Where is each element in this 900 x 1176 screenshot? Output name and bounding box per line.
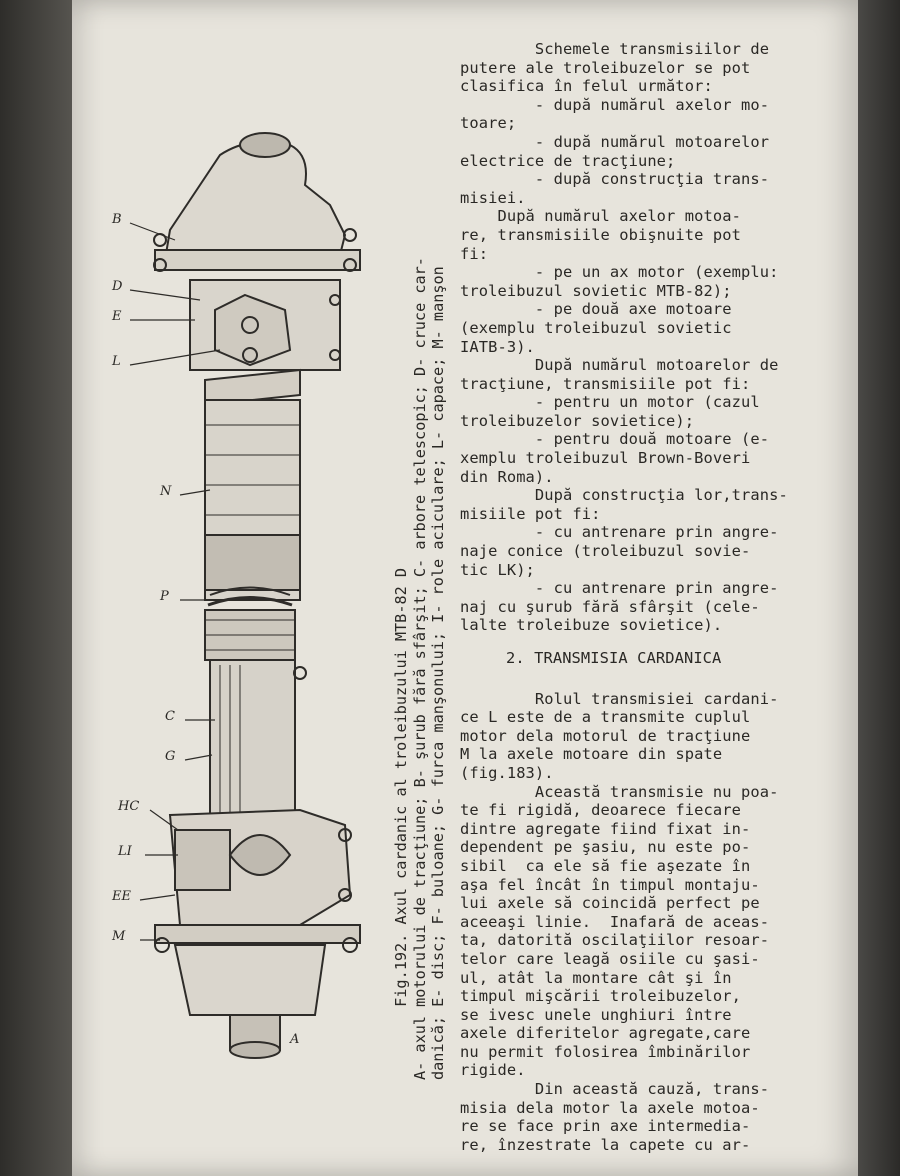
text-line: electrice de tracţiune; <box>460 151 676 170</box>
text-line: - după numărul axelor mo- <box>460 95 770 114</box>
text-line: ce L este de a transmite cuplul <box>460 708 751 727</box>
text-line: toare; <box>460 114 517 133</box>
label-m: M <box>112 929 126 944</box>
label-d: D <box>112 279 123 294</box>
text-line: După construcţia lor,trans- <box>460 486 788 505</box>
text-line: se ivesc unele unghiuri între <box>460 1005 732 1024</box>
text-line: Rolul transmisiei cardani- <box>460 689 779 708</box>
text-line: xemplu troleibuzul Brown-Boveri <box>460 449 751 468</box>
page-right-shadow <box>858 0 900 1176</box>
text-line: nu permit folosirea îmbinărilor <box>460 1042 751 1061</box>
cardan-shaft-drawing <box>100 95 385 1075</box>
text-line: - pentru un motor (cazul <box>460 393 760 412</box>
text-line: - pe două axe motoare <box>460 300 732 319</box>
text-line: ta, datorită oscilaţiilor resoar- <box>460 931 770 950</box>
text-line: troleibuzul sovietic MTB-82); <box>460 281 732 300</box>
text-line: - cu antrenare prin angre- <box>460 579 779 598</box>
label-hc: HC <box>118 799 140 814</box>
label-ee: EE <box>112 889 131 904</box>
label-l: L <box>112 354 121 369</box>
text-line: aşa fel încât în timpul montaju- <box>460 875 760 894</box>
section-heading: 2. TRANSMISIA CARDANICA <box>506 649 722 667</box>
label-e: E <box>112 309 122 324</box>
label-c: C <box>165 709 175 724</box>
text-line: După numărul axelor motoa- <box>460 207 741 226</box>
text-line: Această transmisie nu poa- <box>460 782 779 801</box>
caption-line: A- axul motorului de tracţiune; B- şurub fără sfârşit; C- arbore telescopic; D- cruce car- <box>410 257 429 1080</box>
text-line: telor care leagă osiile cu şasi- <box>460 949 760 968</box>
text-line: re, înzestrate la capete cu ar- <box>460 1135 751 1154</box>
text-line: naje conice (troleibuzul sovie- <box>460 542 751 561</box>
text-line: Schemele transmisiilor de <box>460 40 770 58</box>
figure-caption <box>392 90 448 1080</box>
label-g: G <box>165 749 176 764</box>
text-line: lui axele să coincidă perfect pe <box>460 894 760 913</box>
text-line: clasifica în felul următor: <box>460 77 713 96</box>
text-line: misiei. <box>460 188 526 207</box>
text-line: - cu antrenare prin angre- <box>460 523 779 542</box>
text-line: timpul mişcării troleibuzelor, <box>460 987 741 1006</box>
text-line: axele diferitelor agregate,care <box>460 1024 751 1043</box>
label-n: N <box>160 484 172 499</box>
text-line: - pe un ax motor (exemplu: <box>460 263 779 282</box>
text-line: aceeaşi linie. Inafară de aceas- <box>460 912 770 931</box>
text-line: misia dela motor la axele motoa- <box>460 1098 760 1117</box>
text-line: troleibuzelor sovietice); <box>460 411 695 430</box>
text-line: re, transmisiile obişnuite pot <box>460 225 741 244</box>
text-line: dependent pe şasiu, nu este po- <box>460 838 751 857</box>
text-column <box>460 40 820 1154</box>
text-line: re se face prin axe intermedia- <box>460 1117 751 1136</box>
text-line: rigide. <box>460 1061 526 1080</box>
label-p: P <box>160 589 169 604</box>
text-line: naj cu şurub fără sfârşit (cele- <box>460 597 760 616</box>
text-line: - după numărul motoarelor <box>460 132 770 151</box>
text-line: (exemplu troleibuzul sovietic <box>460 318 732 337</box>
text-line: motor dela motorul de tracţiune <box>460 726 751 745</box>
label-li: LI <box>118 844 132 859</box>
text-line: te fi rigidă, deoarece fiecare <box>460 801 741 820</box>
text-line: din Roma). <box>460 467 554 486</box>
caption-line: danică; E- disc; F- buloane; G- furca manşonului; I- role aciculare; L- capace; M- manşon <box>429 266 447 1080</box>
text-line: tracţiune, transmisiile pot fi: <box>460 374 751 393</box>
text-line: misiile pot fi: <box>460 504 601 523</box>
text-line: tic LK); <box>460 560 535 579</box>
caption-line: Fig.192. Axul cardanic al troleibuzului MTB-82 D <box>392 567 410 1080</box>
page-left-shadow <box>0 0 72 1176</box>
text-line: - pentru două motoare (e- <box>460 430 770 449</box>
text-line: - după construcţia trans- <box>460 170 770 189</box>
text-line: sibil ca ele să fie aşezate în <box>460 856 751 875</box>
text-line: lalte troleibuze sovietice). <box>460 616 723 635</box>
text-line: (fig.183). <box>460 763 554 782</box>
text-line: ul, atât la montare cât şi în <box>460 968 732 987</box>
label-a: A <box>290 1032 300 1047</box>
text-line: După numărul motoarelor de <box>460 356 779 375</box>
text-line: Din această cauză, trans- <box>460 1080 770 1099</box>
text-line: fi: <box>460 244 489 263</box>
text-line: M la axele motoare din spate <box>460 745 723 764</box>
text-line: putere ale troleibuzelor se pot <box>460 58 751 77</box>
text-line: dintre agregate fiind fixat in- <box>460 819 751 838</box>
text-line: IATB-3). <box>460 337 535 356</box>
label-b: B <box>112 212 122 227</box>
